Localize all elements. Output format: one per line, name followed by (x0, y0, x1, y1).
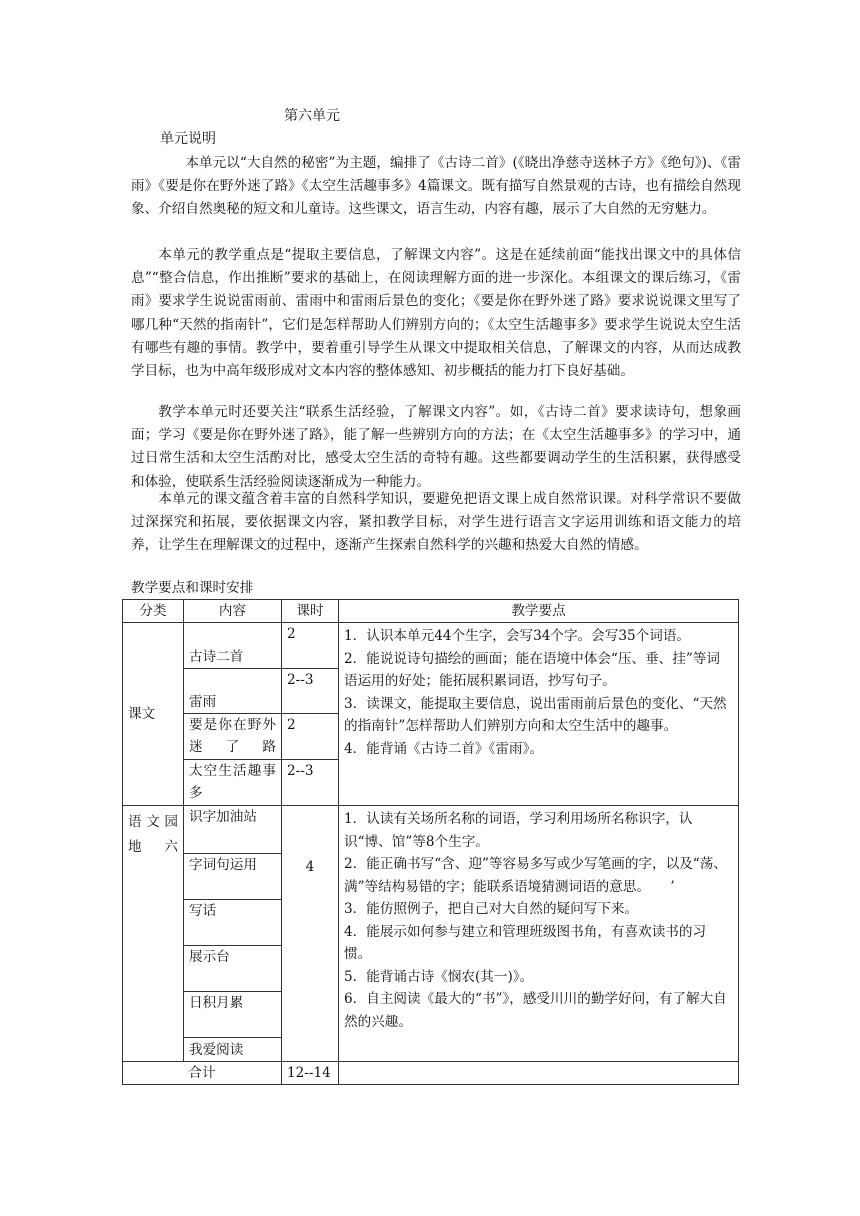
point-item: 2．能说说诗句描绘的画面；能在语境中体会“压、垂、挂”等词语运用的好处；能拓展积累词语，抄写句子。 (344, 650, 720, 689)
hours-cell: 2 (282, 714, 339, 760)
unit-heading: 第六单元 (284, 108, 340, 124)
content-cell: 日积月累 (184, 992, 282, 1038)
total-label: 合计 (123, 1062, 282, 1085)
header-category: 分类 (123, 600, 184, 623)
point-item: 3．读课文，能提取主要信息，说出雷雨前后景色的变化、“天然的指南针”怎样帮助人们辨别方向和太空生活中的趣事。 (344, 695, 727, 734)
section-title: 单元说明 (160, 131, 216, 147)
content-cell: 我爱阅读 (184, 1038, 282, 1062)
point-item: 6．自主阅读《最大的“书”》，感受川川的勤学好问，有了解大自然的兴趣。 (344, 991, 727, 1030)
paragraph-intro: 本单元以“大自然的秘密”为主题，编排了《古诗二首》(《晓出净慈寺送林子方》《绝句》)、《雷雨》《要是你在野外迷了路》《太空生活趣事多》4篇课文。既有描写自然景观的古诗，也有描绘自然现象、介绍自然奥秘的短文和儿童诗。这些课文，语言生动，内容有趣，展示了大自然的无穷魅力。 (131, 155, 741, 218)
content-cell: 要是你在野外迷了路 (184, 714, 282, 760)
paragraph-focus: 本单元的教学重点是“提取主要信息，了解课文内容”。这是在延续前面“能找出课文中的具体信息”“整合信息，作出推断”要求的基础上，在阅读理解方面的进一步深化。本组课文的课后练习，《雷雨》要求学生说说雷雨前、雷雨中和雷雨后景色的变化；《要是你在野外迷了路》要求说说课文里写了哪几种“天然的指南针”，它们是怎样帮助人们辨别方向的；《太空生活趣事多》要求学生说说太空生活有哪些有趣的事情。教学中，要着重引导学生从课文中提取相关信息，了解课文的内容，从而达成教学目标，也为中高年级形成对文本内容的整体感知、初步概括的能力打下良好基础。 (131, 247, 741, 380)
point-item: 1．认识本单元44个生字，会写34个字。会写35个词语。 (344, 628, 691, 644)
total-points (339, 1062, 739, 1085)
point-item: 4．能背诵《古诗二首》《雷雨》。 (344, 740, 543, 757)
content-cell: 太空生活趣事多 (184, 760, 282, 806)
points-texts (339, 623, 739, 806)
hours-cell: 2 (282, 623, 339, 669)
content-cell: 雷雨 (184, 669, 282, 714)
category-yuwen-yuandi: 语文园地六 (123, 806, 184, 1062)
content-cell: 古诗二首 (184, 623, 282, 669)
points-yuandi (339, 806, 739, 1062)
content-cell: 展示台 (184, 946, 282, 992)
header-hours: 课时 (282, 600, 339, 623)
header-points: 教学要点 (339, 600, 739, 623)
total-hours: 12--14 (282, 1062, 339, 1085)
content-cell: 识字加油站 (184, 806, 282, 854)
hours-cell: 4 (282, 806, 339, 1062)
table-caption: 教学要点和课时安排 (131, 580, 254, 596)
point-item: 4．能展示如何参与建立和管理班级图书角，有喜欢读书的习惯。 (344, 923, 707, 962)
table-total-row (123, 1062, 739, 1085)
point-item: 1．认读有关场所名称的词语，学习利用场所名称识字，认识“博、馆”等8个生字。 (344, 811, 693, 850)
header-content: 内容 (184, 600, 282, 623)
paragraph-life-experience: 教学本单元时还要关注“联系生活经验，了解课文内容”。如，《古诗二首》要求读诗句，想象画面；学习《要是你在野外迷了路》，能了解一些辨别方向的方法；在《太空生活趣事多》的学习中，通过日常生活和太空生活酌对比，感受太空生活的奇特有趣。这些都要调动学生的生活积累，获得感受和体验，使联系生活经验阅读逐渐成为一种能力。 (131, 404, 741, 490)
table-header-row (123, 600, 739, 623)
teaching-plan-table (122, 599, 739, 1085)
point-item: 3．能仿照例子，把自己对大自然的疑问写下来。 (344, 901, 639, 917)
category-texts: 课文 (123, 623, 184, 806)
table-row (123, 623, 739, 669)
point-item: 5．能背诵古诗《悯农(其一)》。 (344, 968, 534, 985)
hours-cell: 2--3 (282, 760, 339, 806)
point-item: 2．能正确书写“含、迎”等容易多写或少写笔画的字，以及“荡、满”等结构易错的字；能联系语境猜测词语的意思。 ’ (344, 856, 727, 895)
table-row (123, 806, 739, 854)
content-cell: 写话 (184, 900, 282, 946)
paragraph-science: 本单元的课文蕴含着丰富的自然科学知识，要避免把语文课上成自然常识课。对科学常识不要做过深探究和拓展，要依据课文内容，紧扣教学目标，对学生进行语言文字运用训练和语文能力的培养，让学生在理解课文的过程中，逐渐产生探索自然科学的兴趣和热爱大自然的情感。 (131, 491, 741, 554)
hours-cell: 2--3 (282, 669, 339, 714)
content-cell: 字词句运用 (184, 854, 282, 900)
